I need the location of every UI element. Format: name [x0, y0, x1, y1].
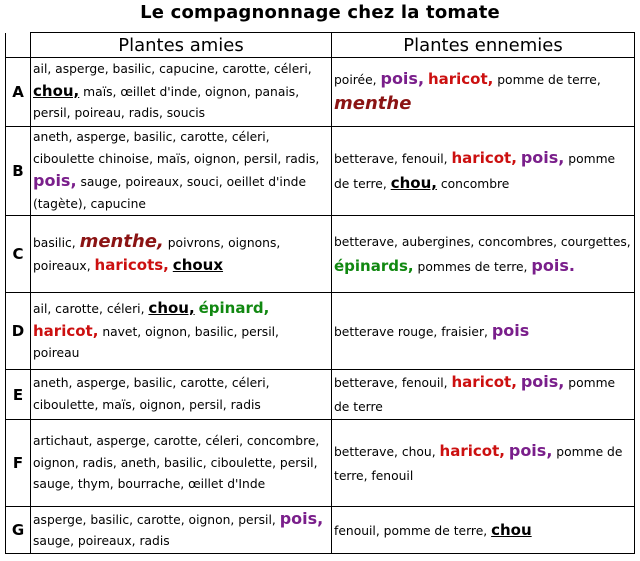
highlighted-plant: pois, — [380, 69, 425, 88]
table-row — [6, 420, 635, 507]
plant-list-text: pomme de terre, — [493, 73, 601, 87]
header-friends: Plantes amies — [31, 33, 332, 58]
plant-list-text: aneth, asperge, basilic, carotte, céleri, ciboulette chinoise, maïs, oignon, persil, radis, — [33, 130, 320, 166]
friends-cell — [31, 58, 332, 127]
friends-cell — [31, 370, 332, 420]
highlighted-plant: choux — [172, 255, 224, 274]
plant-list-text: artichaut, asperge, carotte, céleri, concombre, oignon, radis, aneth, basilic, ciboulette, persil, sauge, thym, bourrache, œillet d'Inde — [33, 433, 320, 492]
plant-list-text: betterave, chou, — [334, 444, 440, 459]
enemies-cell — [332, 507, 635, 554]
plant-list-text: basilic, — [33, 236, 80, 251]
row-letter: F — [6, 420, 31, 507]
header-enemies: Plantes ennemies — [332, 33, 635, 58]
row-letter: A — [6, 58, 31, 127]
plant-list-text: concombre — [436, 177, 510, 192]
highlighted-plant: pois, — [520, 372, 565, 392]
highlighted-plant: pois, — [279, 508, 324, 528]
highlighted-plant: haricot, — [451, 373, 517, 392]
plant-list-text: navet, oignon, basilic, persil, poireau — [33, 324, 279, 361]
plant-list-text: pomme de terre — [334, 376, 616, 415]
friends-cell — [31, 293, 332, 370]
plant-list-text: sauge, poireaux, souci, oeillet d'inde (tagète), capucine — [33, 175, 307, 211]
plant-list-text: ail, carotte, céleri, — [33, 301, 149, 316]
friends-cell — [31, 127, 332, 216]
plant-list-text: fenouil, pomme de terre, — [334, 523, 492, 538]
enemies-cell — [332, 216, 635, 293]
plant-list-text: aneth, asperge, basilic, carotte, céleri, ciboulette, maïs, oignon, persil, radis — [33, 376, 270, 412]
table-row — [6, 127, 635, 216]
highlighted-plant: chou, — [148, 298, 195, 317]
plant-list-text: betterave, aubergines, concombres, courgettes, — [334, 234, 631, 249]
highlighted-plant: chou, — [390, 174, 437, 193]
plant-list-text: asperge, basilic, carotte, oignon, persil, — [33, 512, 280, 527]
highlighted-plant: haricot, — [427, 70, 494, 88]
highlighted-plant: menthe, — [79, 231, 164, 253]
highlighted-plant: haricot, — [439, 441, 505, 460]
enemies-cell — [332, 293, 635, 370]
plant-list-text: poirée, — [334, 73, 381, 87]
row-letter: B — [6, 127, 31, 216]
table-row — [6, 370, 635, 420]
companion-table — [5, 32, 635, 554]
highlighted-plant: pois — [491, 320, 530, 340]
highlighted-plant: chou — [491, 520, 532, 539]
friends-cell — [31, 216, 332, 293]
plant-list-text: maïs, œillet d'inde, oignon, panais, persil, poireau, radis, soucis — [33, 84, 300, 121]
enemies-cell — [332, 58, 635, 127]
highlighted-plant: pois, — [520, 148, 565, 168]
plant-list-text: pommes de terre, — [413, 259, 532, 274]
plant-list-text: betterave, fenouil, — [334, 152, 452, 167]
highlighted-plant: épinards, — [334, 256, 414, 275]
row-letter: E — [6, 370, 31, 420]
highlighted-plant: épinard, — [198, 298, 270, 317]
plant-list-text: ail, asperge, basilic, capucine, carotte, céleri, — [33, 62, 312, 77]
highlighted-plant: pois. — [531, 255, 575, 275]
enemies-cell — [332, 370, 635, 420]
highlighted-plant: pois, — [508, 440, 553, 460]
highlighted-plant: haricot, — [33, 321, 99, 340]
table-row — [6, 216, 635, 293]
table-header-row — [6, 33, 635, 58]
enemies-cell — [332, 420, 635, 507]
table-row — [6, 58, 635, 127]
table-row — [6, 293, 635, 370]
highlighted-plant: menthe — [334, 93, 412, 114]
plant-list-text: sauge, poireaux, radis — [33, 534, 170, 549]
highlighted-plant: haricots, — [94, 255, 169, 274]
row-letter: D — [6, 293, 31, 370]
row-letter: G — [6, 507, 31, 554]
friends-cell — [31, 507, 332, 554]
page-title: Le compagnonnage chez la tomate — [140, 2, 500, 23]
plant-list-text: pomme de terre, — [334, 152, 616, 192]
plant-list-text: betterave, fenouil, — [334, 376, 452, 391]
plant-list-text: poivrons, oignons, poireaux, — [33, 236, 281, 273]
enemies-cell — [332, 127, 635, 216]
row-letter: C — [6, 216, 31, 293]
highlighted-plant: pois, — [33, 171, 77, 191]
friends-cell — [31, 420, 332, 507]
header-empty-cell — [6, 33, 31, 58]
highlighted-plant: haricot, — [451, 149, 517, 168]
table-row — [6, 507, 635, 554]
plant-list-text: pomme de terre, fenouil — [334, 444, 623, 483]
plant-list-text: betterave rouge, fraisier, — [334, 324, 492, 339]
highlighted-plant: chou, — [33, 81, 80, 100]
